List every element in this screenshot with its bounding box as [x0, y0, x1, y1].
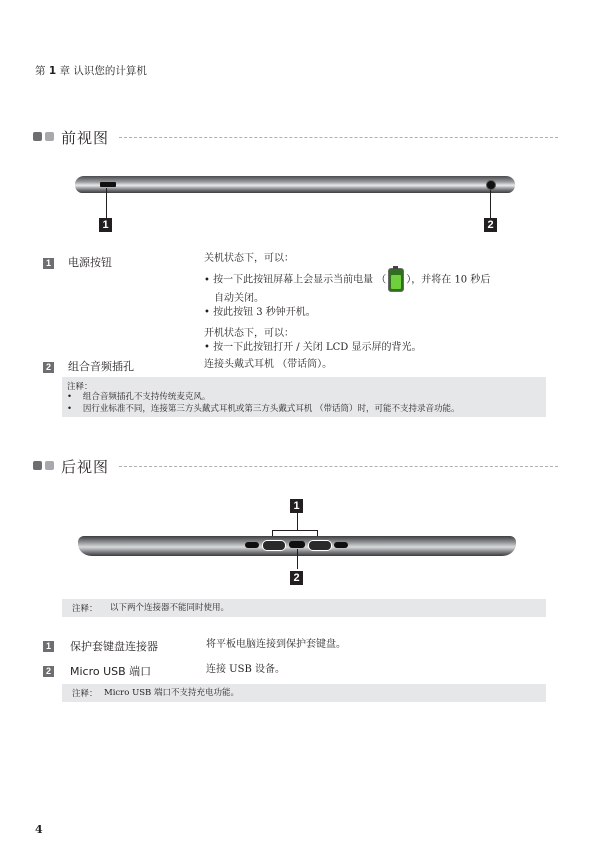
bullet-text: ），并将在 10 秒后	[406, 274, 491, 286]
note-label: 注释：	[67, 382, 93, 392]
callout-1: 1	[290, 499, 303, 513]
front-note-box	[62, 377, 546, 417]
back-section-header	[33, 456, 558, 476]
callout-line	[297, 513, 298, 531]
on-state-text: 开机状态下，可以：	[204, 328, 294, 339]
chapter-number: 1	[48, 65, 57, 77]
section-marker-icon	[33, 132, 42, 141]
keyboard-connector-graphic	[308, 540, 332, 551]
back-note-box	[62, 599, 546, 617]
item-number: 2	[43, 362, 54, 373]
keyboard-connector-graphic	[262, 540, 286, 551]
callout-1: 1	[99, 218, 112, 232]
power-button-description	[204, 252, 564, 355]
note-text: 以下两个连接器不能同时使用。	[110, 603, 230, 613]
callout-line	[297, 549, 298, 569]
chapter-title: 章 认识您的计算机	[59, 65, 147, 77]
usb-note-box	[62, 684, 546, 702]
callout-2: 2	[290, 571, 303, 585]
chapter-prefix: 第	[35, 65, 46, 77]
keyboard-connector-description: 将平板电脑连接到保护套键盘。	[206, 639, 346, 650]
note-item-text: 组合音频插孔不支持传统麦克风。	[82, 392, 211, 402]
callout-bracket	[272, 530, 318, 531]
front-section-title: 前视图	[61, 129, 110, 147]
item-number: 1	[43, 641, 54, 652]
micro-usb-graphic	[289, 541, 305, 548]
note-label: 注释：	[72, 604, 98, 614]
bullet-continuation: 自动关闭。	[214, 293, 264, 304]
audio-jack-description: 连接头戴式耳机 （带话筒）。	[204, 359, 333, 370]
slot-graphic	[334, 542, 348, 548]
tablet-top-edge-image	[75, 176, 515, 193]
callout-2: 2	[484, 218, 497, 232]
section-marker-icon	[33, 461, 42, 470]
callout-line	[106, 188, 107, 218]
keyboard-connector-label: 保护套键盘连接器	[70, 640, 158, 653]
back-section-title: 后视图	[61, 458, 110, 476]
note-list	[67, 391, 543, 415]
micro-usb-description: 连接 USB 设备。	[206, 664, 285, 675]
power-button-label: 电源按钮	[68, 256, 112, 269]
item-number: 2	[43, 666, 54, 677]
bullet-text: 按一下此按钮打开 / 关闭 LCD 显示屏的背光。	[213, 342, 422, 353]
section-divider	[119, 466, 558, 467]
bullet-item	[204, 341, 564, 355]
off-state-text: 关机状态下，可以：	[204, 253, 294, 264]
note-item-text: 因行业标准不同，连接第三方头戴式耳机或第三方头戴式耳机 （带话筒）时，可能不支持录音功能。	[82, 404, 460, 414]
bullet-text: 按一下此按钮屏幕上会显示当前电量 （	[213, 274, 387, 286]
section-marker-icon	[45, 461, 54, 470]
note-text: Micro USB 端口不支持充电功能。	[104, 688, 240, 698]
chapter-header	[35, 63, 147, 78]
front-section-header	[33, 127, 558, 147]
battery-icon	[388, 268, 404, 292]
slot-graphic	[245, 542, 259, 548]
note-item: • 因行业标准不同，连接第三方头戴式耳机或第三方头戴式耳机 （带话筒）时，可能不支持录音功能。	[67, 404, 460, 414]
section-marker-icon	[45, 132, 54, 141]
section-divider	[119, 137, 558, 138]
note-item: • 组合音频插孔不支持传统麦克风。	[67, 392, 211, 402]
micro-usb-label: Micro USB 端口	[70, 665, 152, 678]
page-number: 4	[35, 823, 43, 836]
note-label: 注释：	[72, 689, 98, 699]
audio-jack-graphic	[486, 180, 496, 190]
bullet-item	[204, 268, 564, 292]
callout-line	[490, 190, 491, 218]
power-button-graphic	[100, 182, 116, 187]
bullet-item	[204, 306, 564, 320]
item-number: 1	[43, 258, 54, 269]
bullet-text: 按此按钮 3 秒钟开机。	[213, 307, 316, 318]
audio-jack-label: 组合音频插孔	[68, 360, 134, 373]
